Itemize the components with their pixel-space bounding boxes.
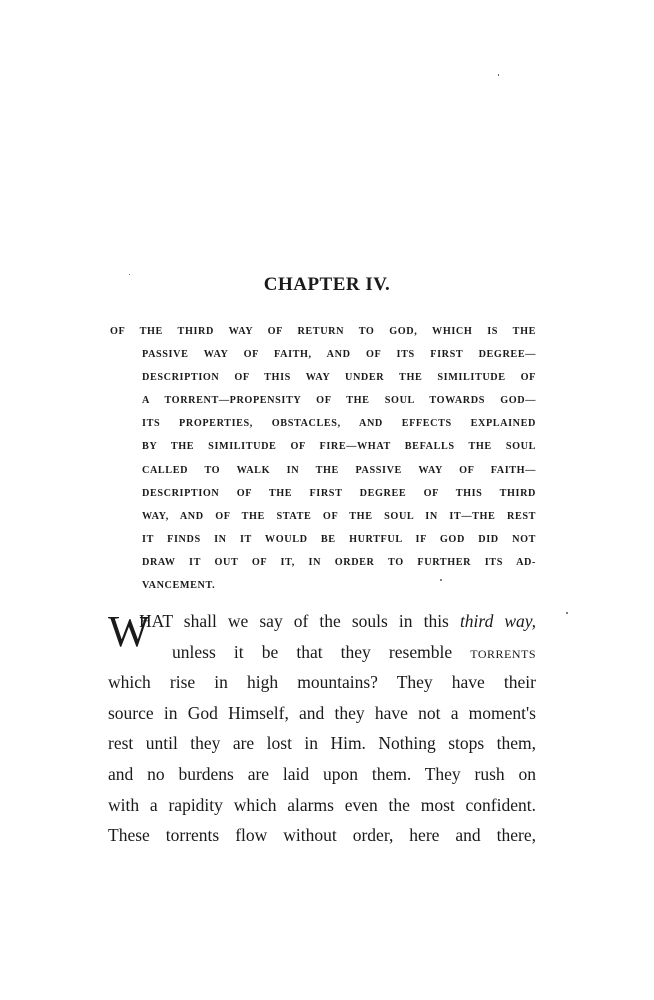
synopsis-line: DESCRIPTION OF THE FIRST DEGREE OF THIS THIRD <box>142 487 536 499</box>
body-line <box>108 637 536 668</box>
body-paragraph <box>108 606 536 851</box>
synopsis-line: ITS PROPERTIES, OBSTACLES, AND EFFECTS EXPLAINED <box>142 418 536 430</box>
body-line: rest until they are lost in Him. Nothing stops them, <box>108 733 536 754</box>
synopsis-line: PASSIVE WAY OF FAITH, AND OF ITS FIRST DEGREE— <box>142 349 536 361</box>
synopsis-line: A TORRENT—PROPENSITY OF THE SOUL TOWARDS GOD— <box>142 395 536 407</box>
body-line <box>108 606 536 637</box>
synopsis-line: OF THE THIRD WAY OF RETURN TO GOD, WHICH IS THE <box>110 326 536 337</box>
synopsis-line: IT FINDS IN IT WOULD BE HURTFUL IF GOD DID NOT <box>142 533 536 545</box>
body-line: and no burdens are laid upon them. They rush on <box>108 763 536 784</box>
synopsis-line: DRAW IT OUT OF IT, IN ORDER TO FURTHER ITS AD- <box>142 556 536 568</box>
chapter-synopsis <box>110 320 536 597</box>
small-caps-text: torrents <box>470 641 536 662</box>
synopsis-line: VANCEMENT. <box>142 580 216 592</box>
body-line: These torrents flow without order, here and there, <box>108 825 536 846</box>
emphasis-text: third way, <box>459 611 536 631</box>
body-line-text: HAT shall we say of the souls in this <box>139 611 460 631</box>
chapter-title: CHAPTER IV. <box>263 274 391 295</box>
drop-cap: W <box>108 607 150 656</box>
synopsis-line: BY THE SIMILITUDE OF FIRE—WHAT BEFALLS THE SOUL <box>142 441 536 453</box>
body-line-text: unless it be that they resemble <box>172 641 471 662</box>
synopsis-line: DESCRIPTION OF THIS WAY UNDER THE SIMILITUDE OF <box>142 372 536 384</box>
synopsis-line: WAY, AND OF THE STATE OF THE SOUL IN IT—THE REST <box>142 510 536 522</box>
body-line: which rise in high mountains? They have their <box>108 672 536 693</box>
body-line: source in God Himself, and they have not a moment's <box>108 702 536 723</box>
page-speck <box>566 612 568 614</box>
synopsis-line: CALLED TO WALK IN THE PASSIVE WAY OF FAITH— <box>142 464 536 476</box>
page-speck <box>498 74 499 76</box>
body-line: with a rapidity which alarms even the most confident. <box>108 794 536 815</box>
